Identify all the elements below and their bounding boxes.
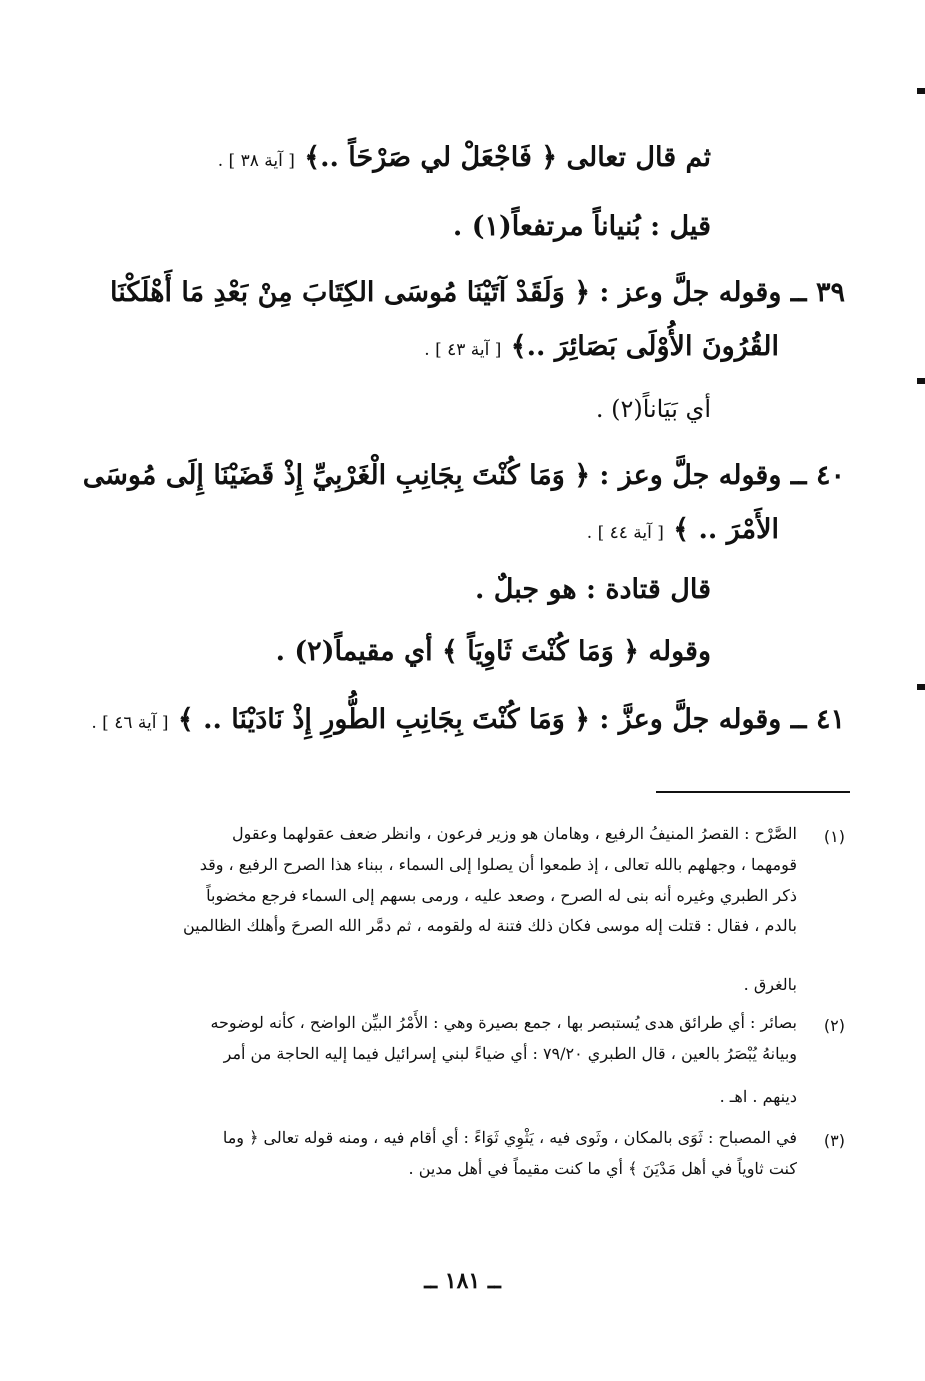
footnote-line: بصائر : أي طرائق هدى يُستبصر بها ، جمع بصيرة وهي : الأَمْرُ البيِّن الواضح ، كأنه لوضوحه (210, 1013, 797, 1032)
commentary-text: قال قتادة : هو جبلٌ . (474, 574, 711, 605)
footnote-line: وبيانهُ يُبْصَرُ بالعين ، قال الطبري ٧٩/٢٠ : أي ضياءً لبني إسرائيل فيما إليه الحاجة من أمر (223, 1044, 797, 1063)
footnote-line: بالغرق . (743, 975, 797, 994)
verse-line (587, 510, 779, 553)
verse-text: ٤١ ــ وقوله جلَّ وعزَّ : ﴿ وَمَا كُنْتَ بِجَانِبِ الطُّورِ إِذْ نَادَيْنَا .. ﴾ (168, 704, 845, 735)
footnote-line: في المصباح : ثَوَى بالمكان ، وثَوى فيه ، يَثْوِي ثَوَاءً : أي أقام فيه ، ومنه قوله تعالى ﴿ وما (222, 1128, 797, 1147)
verse-line (91, 700, 845, 743)
verse-ref: [ آية ٣٨ ] . (217, 151, 295, 171)
verse-line (424, 327, 779, 370)
footnote-number: (٣) (823, 1131, 845, 1150)
commentary-text: قيل : بُنياناً مرتفعاً(١) . (452, 211, 711, 242)
verse-text: ٣٩ ــ وقوله جلَّ وعز : ﴿ وَلَقَدْ آتَيْنَا مُوسَى الكِتَابَ مِنْ بَعْدِ مَا أَهْلَكْنَا (110, 277, 845, 308)
footnote-number: (٢) (823, 1016, 845, 1035)
verse-text: ثم قال تعالى ﴿ فَاجْعَلْ لي صَرْحَاً ..﴾ (294, 142, 711, 173)
footnote-line: الصَّرْح : القصرُ المنيفُ الرفيع ، وهامان هو وزير فرعون ، وانظر ضعف عقولهما وعقول (231, 824, 797, 843)
page-number: ــ ١٨١ ــ (424, 1268, 501, 1294)
commentary-line (596, 391, 711, 427)
commentary-text: وقوله ﴿ وَمَا كُنْتَ ثَاوِيَاً ﴾ أي مقيماً(٢) . (275, 636, 711, 667)
footnote-line: بالدم ، فقال : قتلت إله موسى فكان ذلك فتنة له ولقومه ، ثم دمَّر الله الصرحَ وأهلك الظالمين (182, 916, 797, 935)
commentary-line (453, 207, 711, 247)
margin-mark (917, 88, 925, 94)
footnote-line: دينهم . اهـ . (719, 1087, 797, 1106)
commentary-line (475, 570, 711, 610)
verse-ref: [ آية ٤٤ ] . (586, 523, 664, 543)
footnote-line: كنت ثاوياً في أهل مَدْيَنَ ﴾ أي ما كنت مقيماً في أهل مدين . (408, 1159, 797, 1178)
footnote-line: قومهما ، وجهلهم بالله تعالى ، إذ طمعوا أن يصلوا إلى السماء ، ببناء هذا الصرح الرفيع ، وقد (199, 855, 797, 874)
verse-text: الأَمْرَ .. ﴾ (663, 514, 779, 545)
commentary-line (276, 632, 711, 672)
margin-mark (917, 378, 925, 384)
verse-line (110, 273, 845, 313)
verse-ref: [ آية ٤٣ ] . (424, 340, 502, 360)
verse-line (83, 456, 845, 496)
verse-text: ٤٠ ــ وقوله جلَّ وعز : ﴿ وَمَا كُنْتَ بِجَانِبِ الْغَرْبِيِّ إِذْ قَضَيْنَا إِلَى مُوسَى (82, 460, 845, 491)
commentary-text: أي بَيَاناً(٢) . (595, 395, 711, 423)
verse-ref: [ آية ٤٦ ] . (91, 713, 169, 733)
margin-mark (917, 684, 925, 690)
footnote-separator (656, 791, 850, 793)
verse-line (218, 138, 711, 181)
footnote-number: (١) (823, 827, 845, 846)
footnote-line: ذكر الطبري وغيره أنه بنى له الصرح ، وصعد عليه ، ورمى بسهم إلى السماء فرجع مخضوباً (206, 886, 797, 905)
verse-text: القُرُونَ الأُوْلَى بَصَائِرَ ..﴾ (501, 331, 779, 362)
